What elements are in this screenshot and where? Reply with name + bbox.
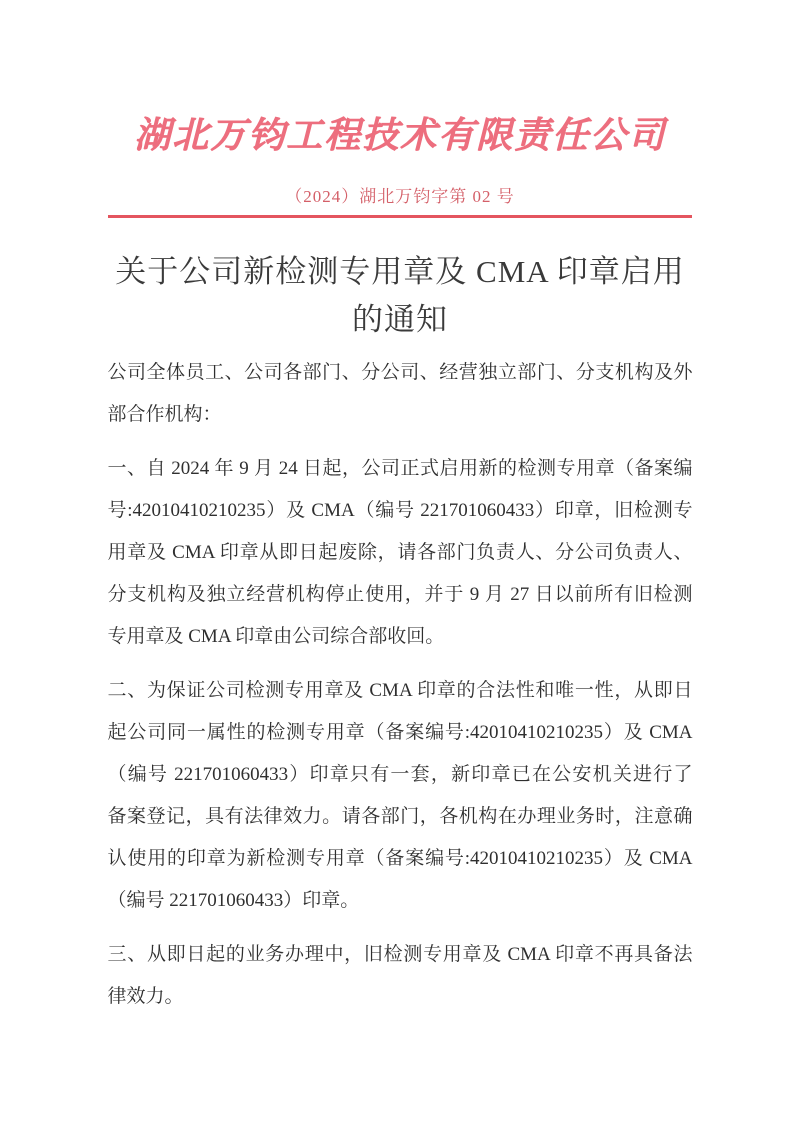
body-text-line: 二、为保证公司检测专用章及 CMA 印章的合法性和唯一性，从即日 — [107, 680, 693, 701]
red-divider-line — [108, 215, 692, 218]
paragraph-2 — [108, 670, 693, 922]
body-text-line: 三、从即日起的业务办理中，旧检测专用章及 CMA 印章不再具备法 — [107, 944, 693, 965]
paragraph-1 — [108, 448, 693, 658]
document-number: （2024）湖北万钧字第 02 号 — [285, 187, 515, 206]
document-title-line-2: 的通知 — [352, 302, 448, 337]
document-title-line-1: 关于公司新检测专用章及 CMA 印章启用 — [115, 254, 685, 289]
body-text-line: 律效力。 — [107, 986, 184, 1007]
body-text-line: 公司全体员工、公司各部门、分公司、经营独立部门、分支机构及外 — [107, 362, 693, 383]
body-text-line: （编号 221701060433）印章只有一套，新印章已在公安机关进行了 — [107, 764, 693, 785]
body-text-line: 分支机构及独立经营机构停止使用，并于 9 月 27 日以前所有旧检测 — [107, 584, 693, 605]
body-text-line: 部合作机构： — [107, 404, 222, 425]
body-text-line: 用章及 CMA 印章从即日起废除，请各部门负责人、分公司负责人、 — [107, 542, 693, 563]
body-text-line: 一、自 2024 年 9 月 24 日起，公司正式启用新的检测专用章（备案编 — [107, 458, 693, 479]
body-text-line: 备案登记，具有法律效力。请各部门，各机构在办理业务时，注意确 — [107, 806, 693, 827]
body-text-line: 认使用的印章为新检测专用章（备案编号:42010410210235）及 CMA — [107, 848, 693, 869]
body-text-line: 专用章及 CMA 印章由公司综合部收回。 — [107, 626, 445, 647]
salutation-paragraph — [108, 352, 693, 436]
body-text-line: 号:42010410210235）及 CMA（编号 221701060433）印章，旧检测专 — [107, 500, 693, 521]
document-body — [108, 352, 693, 1018]
body-text-line: 起公司同一属性的检测专用章（备案编号:42010410210235）及 CMA — [107, 722, 693, 743]
document-title — [0, 248, 800, 344]
body-text-line: （编号 221701060433）印章。 — [107, 890, 360, 911]
paragraph-3 — [108, 934, 693, 1018]
company-name-header: 湖北万钧工程技术有限责任公司 — [133, 115, 666, 155]
